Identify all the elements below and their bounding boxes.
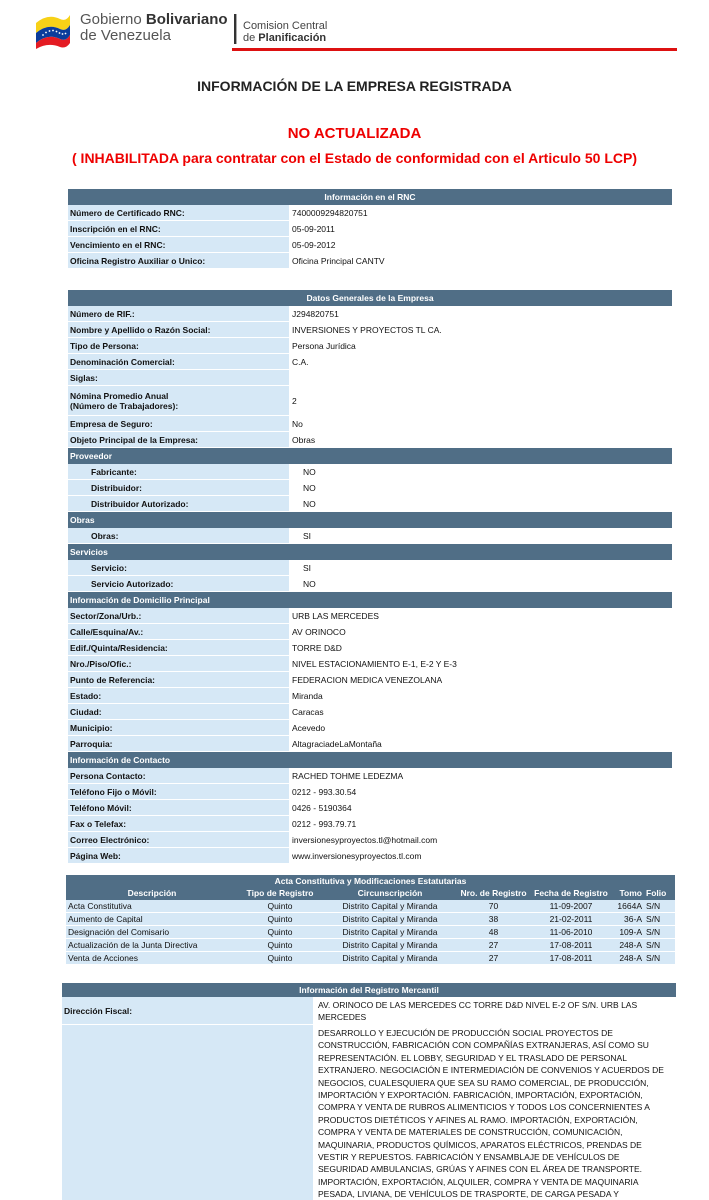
- section-header: Proveedor: [68, 448, 672, 464]
- field-label: Teléfono Fijo o Móvil:: [68, 784, 289, 799]
- cell: S/N: [646, 953, 661, 963]
- field-label: Edif./Quinta/Residencia:: [68, 640, 289, 655]
- field-label: Denominación Comercial:: [68, 354, 289, 369]
- field-value: NO: [289, 576, 672, 591]
- field-label: Inscripción en el RNC:: [68, 221, 289, 236]
- field-label: Vencimiento en el RNC:: [68, 237, 289, 252]
- field-value: 0212 - 993.30.54: [289, 784, 672, 799]
- field-label: Punto de Referencia:: [68, 672, 289, 687]
- field-label: Servicio Autorizado:: [68, 576, 289, 591]
- header-separator-light: [236, 14, 237, 44]
- email-link[interactable]: inversionesyproyectos.tl@hotmail.com: [289, 832, 672, 847]
- table-row: [66, 900, 675, 913]
- website-link[interactable]: www.inversionesyproyectos.tl.com: [289, 848, 672, 863]
- cell: Distrito Capital y Miranda: [342, 940, 438, 950]
- cell: 11-09-2007: [549, 901, 593, 911]
- field-value: 2: [289, 386, 672, 415]
- field-label: Oficina Registro Auxiliar o Unico:: [68, 253, 289, 268]
- section-header: Datos Generales de la Empresa: [68, 290, 672, 306]
- cell: Quinto: [267, 953, 293, 963]
- field-value: 7400009294820751: [289, 205, 672, 220]
- gobierno-logo-text: Gobierno Bolivariano de Venezuela: [80, 11, 228, 44]
- field-value: NIVEL ESTACIONAMIENTO E-1, E-2 Y E-3: [289, 656, 672, 671]
- field-value: Acevedo: [289, 720, 672, 735]
- field-label: Fabricante:: [68, 464, 289, 479]
- field-label: Obras:: [68, 528, 289, 543]
- field-label: Nombre y Apellido o Razón Social:: [68, 322, 289, 337]
- column-header: Folio: [646, 888, 667, 898]
- cell: 1664A: [617, 901, 642, 911]
- cell: Distrito Capital y Miranda: [342, 901, 438, 911]
- field-label: Correo Electrónico:: [68, 832, 289, 847]
- cell: Quinto: [267, 927, 293, 937]
- section-header: Servicios: [68, 544, 672, 560]
- section-header: Obras: [68, 512, 672, 528]
- field-value: AV. ORINOCO DE LAS MERCEDES CC TORRE D&D NIVEL E-2 OF S/N. URB LAS MERCEDES: [313, 997, 676, 1024]
- column-header: Tomo: [619, 888, 642, 898]
- cell: S/N: [646, 914, 661, 924]
- field-label: Parroquia:: [68, 736, 289, 751]
- cell: 17-08-2011: [549, 940, 593, 950]
- header-red-line: [232, 48, 677, 51]
- cell: 17-08-2011: [549, 953, 593, 963]
- field-value: NO: [289, 496, 672, 511]
- cell: Venta de Acciones: [68, 953, 138, 963]
- field-label: Estado:: [68, 688, 289, 703]
- field-label: Teléfono Móvil:: [68, 800, 289, 815]
- table-row: [66, 952, 675, 965]
- field-value: NO: [289, 480, 672, 495]
- field-value: J294820751: [289, 306, 672, 321]
- cell: 248-A: [619, 940, 642, 950]
- field-value: 0212 - 993.79.71: [289, 816, 672, 831]
- cell: Aumento de Capital: [68, 914, 143, 924]
- site-header: [0, 0, 709, 60]
- field-value: 05-09-2011: [289, 221, 672, 236]
- field-value: Caracas: [289, 704, 672, 719]
- field-label: Persona Contacto:: [68, 768, 289, 783]
- table-row: [66, 939, 675, 952]
- section-header: Acta Constitutiva y Modificaciones Estatutarias: [66, 875, 675, 887]
- cell: Acta Constitutiva: [68, 901, 132, 911]
- rnc-table: [68, 189, 672, 269]
- field-value: AltagraciadeLaMontaña: [289, 736, 672, 751]
- cell: 27: [488, 953, 499, 963]
- column-header: Tipo de Registro: [246, 888, 314, 898]
- cell: S/N: [646, 901, 661, 911]
- cell: 38: [488, 914, 499, 924]
- field-value: URB LAS MERCEDES: [289, 608, 672, 623]
- cell: Quinto: [267, 914, 293, 924]
- field-label: Número de Certificado RNC:: [68, 205, 289, 220]
- section-header: Información en el RNC: [68, 189, 672, 205]
- page-title: INFORMACIÓN DE LA EMPRESA REGISTRADA: [197, 78, 512, 94]
- field-label: Página Web:: [68, 848, 289, 863]
- field-value: SI: [289, 528, 672, 543]
- field-label: Tipo de Persona:: [68, 338, 289, 353]
- field-value: AV ORINOCO: [289, 624, 672, 639]
- status-title: NO ACTUALIZADA: [287, 125, 422, 142]
- field-value: 0426 - 5190364: [289, 800, 672, 815]
- cell: 109-A: [619, 927, 642, 937]
- cell: 27: [488, 940, 499, 950]
- cell: S/N: [646, 927, 661, 937]
- table-header-row: [66, 887, 675, 900]
- comision-logo-text: Comision Central de Planificación: [243, 20, 328, 44]
- field-label: Distribuidor Autorizado:: [68, 496, 289, 511]
- field-value: SI: [289, 560, 672, 575]
- inhabilitada-notice: ( INHABILITADA para contratar con el Estado de conformidad con el Articulo 50 LCP): [72, 150, 637, 166]
- field-value: 05-09-2012: [289, 237, 672, 252]
- section-header: Información de Contacto: [68, 752, 672, 768]
- field-label: Siglas:: [68, 370, 289, 385]
- table-row: [66, 926, 675, 939]
- cell: 21-02-2011: [549, 914, 593, 924]
- column-header: Circunscripción: [357, 888, 423, 898]
- cell: 36-A: [624, 914, 642, 924]
- field-label: Sector/Zona/Urb.:: [68, 608, 289, 623]
- field-label: Empresa de Seguro:: [68, 416, 289, 431]
- field-value: Miranda: [289, 688, 672, 703]
- cell: 248-A: [619, 953, 642, 963]
- field-label: Dirección Fiscal:: [62, 997, 313, 1024]
- field-label: Fax o Telefax:: [68, 816, 289, 831]
- field-label: Nómina Promedio Anual (Número de Trabajadores):: [68, 386, 289, 415]
- cell: Distrito Capital y Miranda: [342, 914, 438, 924]
- field-value: NO: [289, 464, 672, 479]
- cell: S/N: [646, 940, 661, 950]
- cell: Quinto: [267, 940, 293, 950]
- field-value: [289, 370, 672, 385]
- column-header: Fecha de Registro: [534, 888, 608, 898]
- field-label: Nro./Piso/Ofic.:: [68, 656, 289, 671]
- cell: Distrito Capital y Miranda: [342, 953, 438, 963]
- cell: 48: [488, 927, 499, 937]
- mercantil-table: [62, 983, 676, 1200]
- field-label: Objeto Principal de la Empresa:: [68, 432, 289, 447]
- field-value: Persona Jurídica: [289, 338, 672, 353]
- cell: Quinto: [267, 901, 293, 911]
- field-label: Número de RIF.:: [68, 306, 289, 321]
- cell: 11-06-2010: [549, 927, 593, 937]
- field-value: FEDERACION MEDICA VENEZOLANA: [289, 672, 672, 687]
- field-label: Calle/Esquina/Av.:: [68, 624, 289, 639]
- field-value: TORRE D&D: [289, 640, 672, 655]
- column-header: Nro. de Registro: [460, 888, 527, 898]
- field-value: C.A.: [289, 354, 672, 369]
- cell: Distrito Capital y Miranda: [342, 927, 438, 937]
- field-label: Ciudad:: [68, 704, 289, 719]
- cell: Actualización de la Junta Directiva: [68, 940, 198, 950]
- field-value: Obras: [289, 432, 672, 447]
- field-value: Oficina Principal CANTV: [289, 253, 672, 268]
- cell: 70: [488, 901, 499, 911]
- objeto-value: DESARROLLO Y EJECUCIÓN DE PRODUCCIÓN SOCIAL PROYECTOS DE CONSTRUCCIÓN, FABRICACIÓN CON COMPAÑÍAS EXTRANJERAS, ASÍ COMO SU REPRESENTACIÓN. EL LOBBY, SEGURIDAD Y EL TRASLADO DE PERSONAL EXTRANJERO. NEGOCIACIÓN E INTERMEDIACIÓN DE CONVENIOS Y ACUERDOS DE NEGOCIOS, CUALESQUIERA QUE SEA SU RAMO COMERCIAL, DE PRODUCCIÓN, IMPORTACIÓN Y EXPORTACIÓN. FABRICACIÓN, IMPORTACIÓN, EXPORTACIÓN, COMPRA Y VENTA DE RUBROS ALIMENTICIOS Y TODOS LOS CONCERNIENTES A PRODUCTOS DIETÉTICOS Y AFINES AL RAMO. IMPORTACIÓN, EXPORTACIÓN, COMPRA Y VENTA DE MATERIALES DE CONSTRUCCIÓN, COMUNICACIÓN, MAQUINARIA, PRODUCTOS QUÍMICOS, APARATOS ELÉCTRICOS, PRENDAS DE VESTIR Y REPUESTOS. FABRICACIÓN Y ENSAMBLAJE DE VEHÍCULOS DE SEGURIDAD AMBULANCIAS, GRÚAS Y AFINES CON EL ÁREA DE TRANSPORTE. IMPORTACIÓN, EXPORTACIÓN, ALQUILER, COMPRA Y VENTA DE MAQUINARIA PESADA, LIVIANA, DE VEHÍCULOS DE TRASPORTE, DE CARGA PESADA Y: [313, 1025, 676, 1200]
- field-label: Municipio:: [68, 720, 289, 735]
- acta-table: [66, 875, 675, 965]
- field-label: Distribuidor:: [68, 480, 289, 495]
- section-header: Información del Registro Mercantil: [62, 983, 676, 997]
- venezuela-flag-icon: [34, 9, 72, 49]
- field-label-empty: [62, 1025, 313, 1200]
- cell: Designación del Comisario: [68, 927, 170, 937]
- column-header: Descripción: [127, 888, 177, 898]
- field-value: No: [289, 416, 672, 431]
- table-row: [66, 913, 675, 926]
- field-value: INVERSIONES Y PROYECTOS TL CA.: [289, 322, 672, 337]
- empresa-table: [68, 290, 672, 864]
- field-value: RACHED TOHME LEDEZMA: [289, 768, 672, 783]
- section-header: Información de Domicilio Principal: [68, 592, 672, 608]
- field-label: Servicio:: [68, 560, 289, 575]
